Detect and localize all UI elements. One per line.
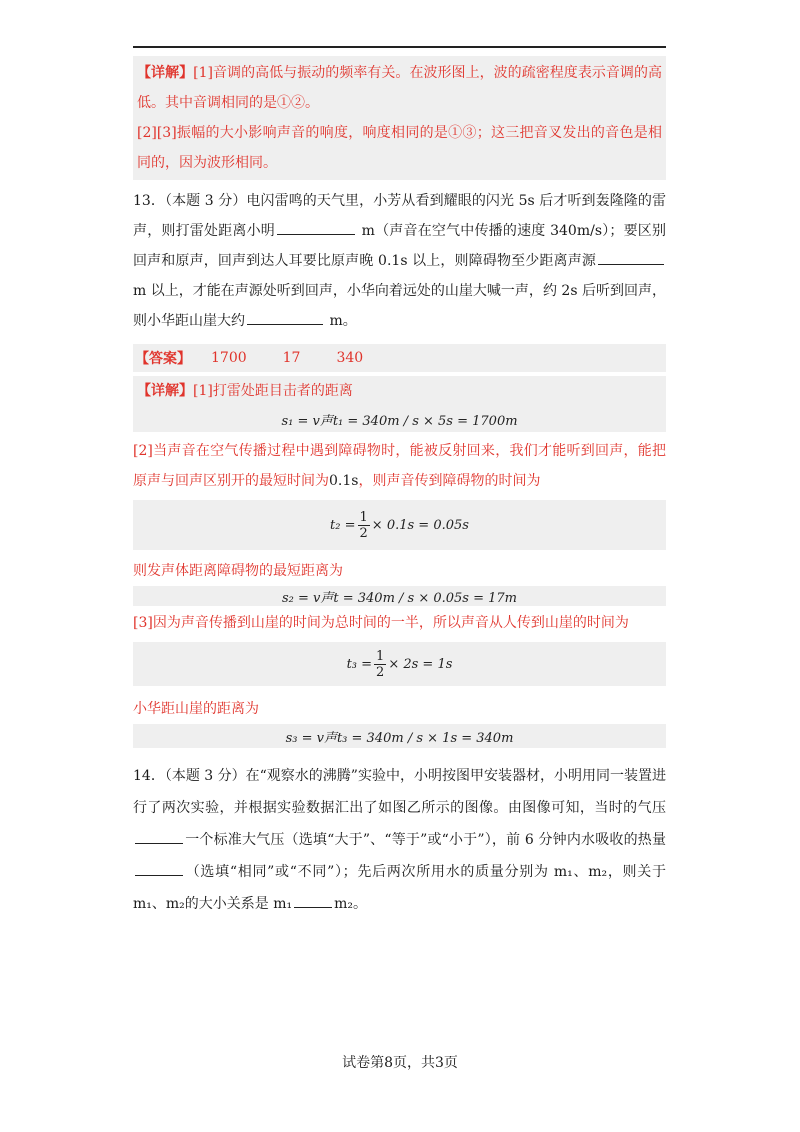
fraction-denominator: 2 — [376, 664, 385, 680]
q13-text-2: m（声音在空气中传播的速度 340m/s）；要区别回声和原声，回声到达人耳要比原声晚 0.1s 以上，则障碍物至少距离声源 — [133, 223, 667, 269]
formula-s2-text: s₂ = v声t = 340m / s × 0.05s = 17m — [281, 590, 518, 606]
fraction-denominator: 2 — [359, 525, 368, 541]
document-page — [133, 56, 666, 920]
q13-text-4: m。 — [325, 313, 357, 329]
formula-t3-right: × 2s = 1s — [388, 656, 453, 672]
q13-blank-1[interactable] — [277, 220, 355, 235]
detail13-tag: 【详解】 — [137, 383, 193, 399]
detail-line-2: [2][3]振幅的大小影响声音的响度，响度相同的是①③；这三把音叉发出的音色是相同的，因为波形相同。 — [137, 125, 662, 171]
formula-t3 — [133, 642, 666, 686]
q14-blank-2[interactable] — [135, 861, 183, 876]
detail-block-q12 — [133, 56, 666, 180]
q14-text-4: m₂。 — [334, 896, 368, 912]
answer-row — [133, 344, 666, 372]
formula-t2 — [133, 500, 666, 550]
formula-t2-fraction — [358, 510, 370, 541]
q14-blank-1[interactable] — [135, 829, 183, 844]
answer-value-2: 17 — [282, 350, 301, 366]
formula-t3-left: t₃ = — [346, 656, 373, 672]
formula-s1-text: s₁ = v声t₁ = 340m / s × 5s = 1700m — [281, 413, 518, 429]
detail13-text-1: [1]打雷处距目击者的距离 — [193, 383, 353, 399]
q13-blank-3[interactable] — [247, 310, 323, 325]
question-13 — [133, 186, 666, 336]
fraction-numerator: 1 — [376, 648, 385, 664]
detail13-text-5: 小华距山崖的距离为 — [133, 701, 259, 717]
page-footer: 试卷第8页，共3页 — [342, 1055, 458, 1071]
formula-s1 — [133, 406, 666, 432]
detail13-text-4: [3]因为声音传播到山崖的时间为总时间的一半，所以声音从人传到山崖的时间为 — [133, 615, 629, 631]
answer-tag: 【答案】 — [135, 351, 191, 367]
q14-text-3: （选填“相同”或“不同”）；先后两次所用水的质量分别为 m₁、m₂，则关于 m₁、m₂的大小关系是 m₁ — [133, 864, 666, 912]
detail13-text-2a: [2]当声音在空气传播过程中遇到障碍物时，能被反射回来，我们才能听到回声，能把原声与回声区别开的最短时间为 — [133, 443, 666, 489]
fraction-numerator: 1 — [359, 509, 368, 525]
q14-text-2: 一个标准大气压（选填“大于”、“等于”或“小于”），前 6 分钟内水吸收的热量 — [185, 832, 666, 848]
formula-s3 — [133, 724, 666, 748]
detail-line-1 — [137, 58, 662, 118]
q14-text-1: 14．（本题 3 分）在“观察水的沸腾”实验中，小明按图甲安装器材，小明用同一装置进行了两次实验，并根据实验数据汇出了如图乙所示的图像。由图像可知，当时的气压 — [133, 768, 666, 816]
answer-value-3: 340 — [336, 350, 364, 366]
header-rule — [133, 46, 666, 48]
detail13-text-3: 则发声体距离障碍物的最短距离为 — [133, 563, 343, 579]
q14-blank-3[interactable] — [294, 893, 332, 908]
detail13-para-2 — [133, 436, 666, 496]
formula-t2-right: × 0.1s = 0.05s — [371, 517, 469, 533]
formula-s2 — [133, 586, 666, 606]
detail13-text-2b: 0.1s — [329, 473, 359, 489]
formula-t2-left: t₂ = — [330, 517, 356, 533]
question-14 — [133, 760, 666, 920]
detail13-text-2c: ，则声音传到障碍物的时间为 — [358, 473, 541, 489]
q13-text-1: 13．（本题 3 分）电闪雷鸣的天气里，小芳从看到耀眼的闪光 5s 后才听到轰隆隆的雷声，则打雷处距离小明 — [133, 193, 666, 239]
formula-s3-text: s₃ = v声t₃ = 340m / s × 1s = 340m — [285, 730, 514, 746]
detail-tag: 【详解】 — [137, 65, 194, 81]
detail13-line-1 — [133, 376, 666, 406]
detail-text-1: [1]音调的高低与振动的频率有关。在波形图上，波的疏密程度表示音调的高低。其中音调相同的是①②。 — [137, 65, 662, 111]
q13-blank-2[interactable] — [598, 250, 664, 265]
answer-value-1: 1700 — [211, 350, 247, 366]
q13-text-3: m 以上，才能在声源处听到回声，小华向着远处的山崖大喊一声，约 2s 后听到回声，则小华距山崖大约 — [133, 283, 666, 329]
formula-t3-fraction — [374, 649, 386, 680]
